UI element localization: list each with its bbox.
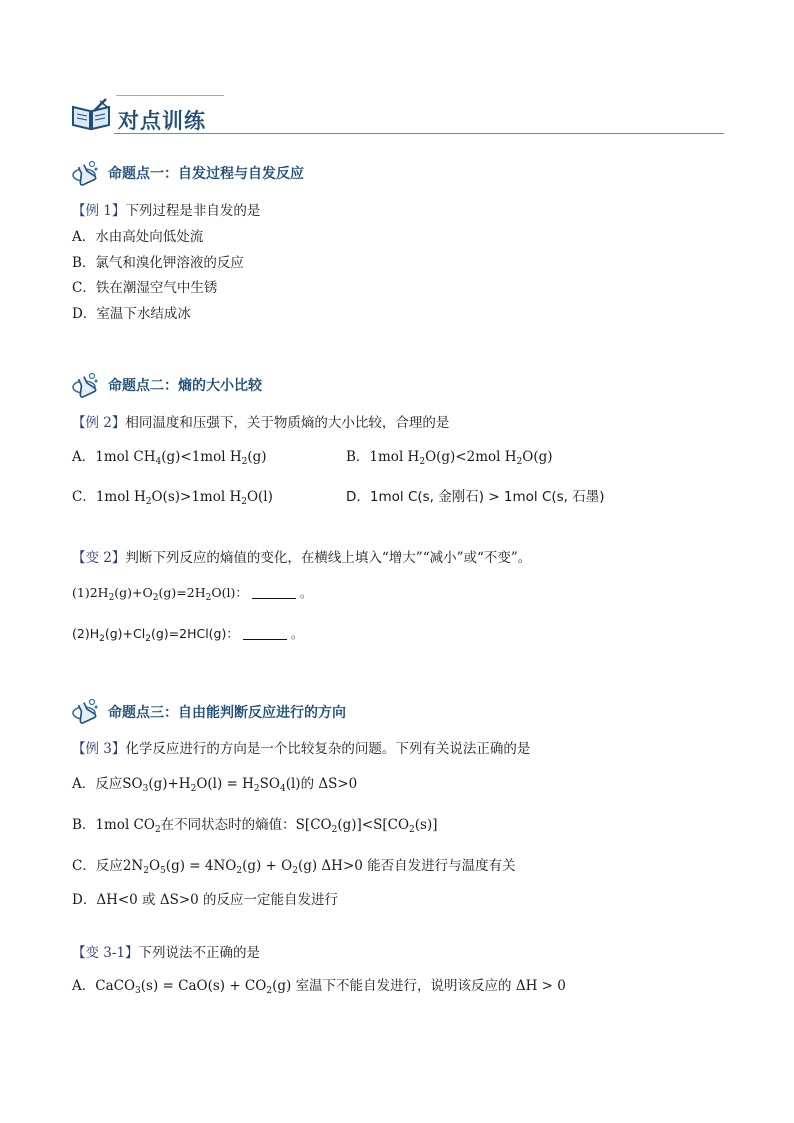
question-text: 下列过程是非自发的是: [125, 203, 261, 219]
option-a: A．水由高处向低处流: [72, 229, 204, 245]
option-d: D．ΔH<0 或 ΔS>0 的反应一定能自发进行: [72, 892, 339, 908]
question-text: 判断下列反应的熵值的变化，在横线上填入“增大”“减小”或“不变”。: [125, 550, 532, 566]
header-top-rule: [116, 95, 224, 96]
example-label: 【例 1】: [72, 203, 126, 219]
section-title-3: 命题点三：自由能判断反应进行的方向: [108, 705, 346, 721]
example-2-stem: [72, 413, 449, 433]
section-title-1: 命题点一：自发过程与自发反应: [108, 166, 304, 182]
question-text: 化学反应进行的方向是一个比较复杂的问题。下列有关说法正确的是: [125, 741, 531, 757]
variant-label: 【变 2】: [72, 550, 126, 566]
page-title: 对点训练: [118, 109, 206, 133]
flask-icon: [72, 372, 100, 398]
example-3-stem: [72, 739, 530, 759]
option-b: B．1mol $H_2O(g)<2mol$ $H_2O(g)$: [346, 449, 553, 467]
answer-blank[interactable]: [252, 598, 296, 599]
book-icon: [70, 99, 112, 131]
option-b: B．1mol $CO_2$在不同状态时的熵值：$S[CO_2(g)]<S[CO_2(s)]$: [72, 817, 438, 835]
option-a: A．反应$SO_3(g)+H_2O(l) = H_2SO_4(l)$的 ΔS>0: [72, 776, 358, 794]
option-a: A．CaCO$_3$(s) = $CaO(s) + CO_2(g)$ 室温下不能自发进行，说明该反应的 ΔH > 0: [72, 978, 566, 996]
option-c: C．1mol $H_2O(s)>1mol$ $H_2O(l)$: [72, 489, 273, 507]
option-c: C．反应$2N_2O_5(g) = 4NO_2(g) + O_2(g)$ ΔH>0 能否自发进行与温度有关: [72, 858, 516, 876]
example-1-stem: [72, 201, 260, 221]
answer-blank[interactable]: [243, 639, 287, 640]
question-text: 相同温度和压强下，关于物质熵的大小比较，合理的是: [125, 415, 450, 431]
variant-2-stem: [72, 548, 531, 568]
section-title-2: 命题点二：熵的大小比较: [108, 378, 262, 394]
option-a: A．1mol $CH_4(g)<1mol$ $H_2(g)$: [72, 449, 267, 467]
subquestion-2: $(2)H_2(g)+Cl_2(g)=2HCl(g)$： 。: [72, 626, 304, 644]
option-b: B．氯气和溴化钾溶液的反应: [72, 255, 244, 271]
option-d: D．室温下水结成冰: [72, 306, 191, 322]
variant-label: 【变 3-1】: [72, 945, 139, 961]
variant-3-1-stem: [72, 943, 260, 963]
option-c: C．铁在潮湿空气中生锈: [72, 280, 218, 296]
header-rule: [114, 133, 724, 134]
option-d: D．1mol C(s, 金刚石) > 1mol C(s, 石墨): [346, 489, 605, 505]
subquestion-1: $(1)2H_2(g)+O_2(g)=2H_2O(l)$： 。: [72, 585, 313, 603]
example-label: 【例 2】: [72, 415, 126, 431]
flask-icon: [72, 160, 100, 186]
question-text: 下列说法不正确的是: [138, 945, 261, 961]
flask-icon: [72, 698, 100, 724]
example-label: 【例 3】: [72, 741, 126, 757]
